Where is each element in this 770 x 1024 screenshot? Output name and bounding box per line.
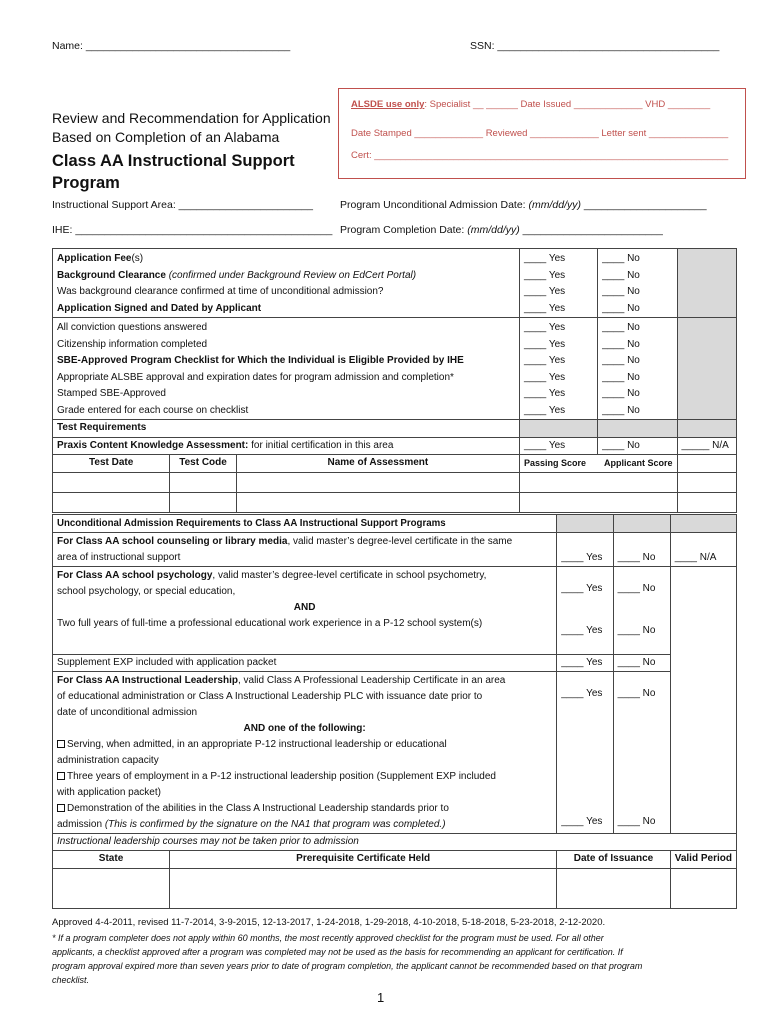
checklist-group-2 <box>53 318 737 420</box>
test-date-header: Test Date <box>53 455 170 473</box>
grade-entered-item: Grade entered for each course on checklist <box>57 404 249 416</box>
and-one-label: AND one of the following: <box>243 723 366 734</box>
leadership-requirement-line-3: date of unconditional admission <box>57 707 198 718</box>
psychology-requirement-line-2: school psychology, or special education, <box>57 586 236 597</box>
counseling-requirement: For Class AA school counseling or library media, valid master’s degree-level certificate in the same <box>57 536 513 547</box>
application-fee-item: Application Fee(s) <box>57 253 144 264</box>
completion-date-field[interactable] <box>340 224 663 236</box>
option-3-no[interactable]: ____ No <box>617 816 656 827</box>
test-requirements-row <box>53 420 737 438</box>
page-title <box>52 109 331 194</box>
alsde-line-2[interactable]: Date Stamped _____________ Reviewed _____________ Letter sent _______________ <box>351 128 729 139</box>
ihe-field[interactable]: IHE: ____________________________________________ <box>52 224 333 236</box>
leadership-requirement: For Class AA Instructional Leadership, valid Class A Professional Leadership Certificate in an area <box>57 675 506 686</box>
ssn-field[interactable]: SSN: ______________________________________ <box>470 40 720 52</box>
option-3-yes[interactable]: ____ Yes <box>561 816 603 827</box>
two-years-no[interactable]: ____ No <box>617 625 656 636</box>
counseling-requirement-line-2: area of instructional support <box>57 552 181 563</box>
test-entry-row[interactable] <box>53 493 737 513</box>
praxis-row <box>53 438 737 455</box>
admission-date-format: (mm/dd/yy) <box>528 199 582 211</box>
yes-blank[interactable]: ____ Yes <box>523 253 566 264</box>
completion-date-line[interactable]: ________________________ <box>519 224 663 236</box>
checkbox-icon[interactable] <box>57 804 65 812</box>
assessment-name-header: Name of Assessment <box>236 455 519 473</box>
counseling-row <box>53 533 737 567</box>
test-requirements-heading: Test Requirements <box>53 420 520 438</box>
passing-score-header: Passing Score <box>523 458 587 468</box>
no-blank[interactable]: ____ No <box>602 302 640 314</box>
requirements-heading: Unconditional Admission Requirements to Class AA Instructional Support Programs <box>53 515 557 533</box>
leadership-note-row <box>53 834 737 851</box>
praxis-yes[interactable]: ____ Yes <box>519 438 597 455</box>
supplement-row <box>53 655 737 672</box>
state-header: State <box>53 851 170 869</box>
no-blank[interactable]: ____ No <box>602 322 640 333</box>
completion-date-format: (mm/dd/yy) <box>467 224 520 236</box>
yes-blank[interactable]: ____ Yes <box>523 338 566 350</box>
leadership-option-3-line-2: admission (This is confirmed by the signature on the NA1 that program was completed.) <box>57 819 446 830</box>
footnote-line-2: applicants, a checklist approved after a program was completed may not be used as the basis for recommending an applicant for certification. If <box>52 947 623 957</box>
name-field[interactable]: Name: ___________________________________ <box>52 40 291 52</box>
alsde-line-1-fields[interactable]: : Specialist __ ______ Date Issued _____________ VHD ________ <box>424 99 711 110</box>
approval-dates: Approved 4-4-2011, revised 11-7-2014, 3-9-2015, 12-13-2017, 1-24-2018, 1-29-2018, 4-10-2018, 5-18-2018, 5-23-2018, 2-12-2020. <box>52 917 606 928</box>
stamped-sbe-item: Stamped SBE-Approved <box>57 388 166 399</box>
and-label: AND <box>293 602 316 613</box>
yes-blank[interactable]: ____ Yes <box>523 269 566 281</box>
yes-blank[interactable]: ____ Yes <box>523 355 566 366</box>
no-blank[interactable]: ____ No <box>602 269 640 281</box>
yes-blank[interactable]: ____ Yes <box>523 286 566 297</box>
yes-blank[interactable]: ____ Yes <box>523 388 566 399</box>
praxis-na[interactable]: _____ N/A <box>677 438 736 455</box>
leadership-note: Instructional leadership courses may not be taken prior to admission <box>53 834 737 851</box>
alsde-line-1 <box>351 99 710 110</box>
admission-date-field[interactable] <box>340 199 707 211</box>
yes-blank[interactable]: ____ Yes <box>523 371 566 383</box>
supplement-no[interactable]: ____ No <box>613 655 670 672</box>
title-line-3: Class AA Instructional Support <box>52 152 295 170</box>
title-line-1: Review and Recommendation for Application <box>52 110 331 126</box>
leadership-yes[interactable]: ____ Yes <box>561 688 603 699</box>
psychology-requirement: For Class AA school psychology, valid master’s degree-level certificate in school psychometry, <box>57 570 487 581</box>
yes-blank[interactable]: ____ Yes <box>523 404 566 416</box>
psychology-row <box>53 567 737 655</box>
passing-applicant-score-header <box>519 455 677 473</box>
citizenship-item: Citizenship information completed <box>57 338 208 350</box>
supplement-item: Supplement EXP included with application packet <box>53 655 557 672</box>
footnote-line-3: program approval expired more than seven years prior to date of program completion, the applicant cannot be recommended based on that program <box>52 961 643 971</box>
checkbox-icon[interactable] <box>57 772 65 780</box>
background-clearance-item: Background Clearance (confirmed under Background Review on EdCert Portal) <box>57 269 417 281</box>
alsde-use-only-box <box>338 88 746 179</box>
no-blank[interactable]: ____ No <box>602 404 640 416</box>
leadership-option-2-line-2: with application packet) <box>57 787 161 798</box>
admission-date-label: Program Unconditional Admission Date: <box>340 199 529 211</box>
title-line-4: Program <box>52 174 120 192</box>
background-confirmed-item: Was background clearance confirmed at time of unconditional admission? <box>57 286 384 297</box>
test-header-row <box>53 455 737 473</box>
psychology-yes[interactable]: ____ Yes <box>561 583 603 594</box>
two-years-yes[interactable]: ____ Yes <box>561 625 603 636</box>
leadership-no[interactable]: ____ No <box>617 688 656 699</box>
psychology-no[interactable]: ____ No <box>617 583 656 594</box>
certificate-header-row <box>53 851 737 869</box>
footnote-line-4: checklist. <box>52 975 90 985</box>
praxis-no[interactable]: ____ No <box>598 438 677 455</box>
completion-date-label: Program Completion Date: <box>340 224 468 236</box>
conviction-questions-item: All conviction questions answered <box>57 322 208 333</box>
applicant-score-header: Applicant Score <box>604 458 673 468</box>
no-blank[interactable]: ____ No <box>602 388 640 399</box>
valid-period-header: Valid Period <box>670 851 736 869</box>
no-blank[interactable]: ____ No <box>602 355 640 366</box>
prerequisite-header: Prerequisite Certificate Held <box>170 851 557 869</box>
title-line-2: Based on Completion of an Alabama <box>52 129 280 145</box>
leadership-option-1: Serving, when admitted, in an appropriate P-12 instructional leadership or educational <box>57 737 552 753</box>
checkbox-icon[interactable] <box>57 740 65 748</box>
footnote <box>52 931 732 987</box>
leadership-row <box>53 672 737 834</box>
yes-blank[interactable]: ____ Yes <box>523 322 566 333</box>
requirements-table <box>52 514 737 909</box>
test-code-header: Test Code <box>170 455 236 473</box>
page-number: 1 <box>377 990 385 1005</box>
two-years-experience: Two full years of full-time a professional educational work experience in a P-12 school system(s) <box>57 618 483 629</box>
no-blank[interactable]: ____ No <box>602 253 640 264</box>
counseling-yes[interactable]: ____ Yes <box>557 533 613 567</box>
alsde-use-only-label: ALSDE use only <box>351 99 425 110</box>
alsde-line-3[interactable]: Cert: ___________________________________________________________________ <box>351 150 729 161</box>
supplement-yes[interactable]: ____ Yes <box>557 655 613 672</box>
admission-date-line[interactable]: _____________________ <box>581 199 707 211</box>
support-area-field[interactable]: Instructional Support Area: _______________________ <box>52 199 313 211</box>
no-blank[interactable]: ____ No <box>602 338 640 350</box>
praxis-label: Praxis Content Knowledge Assessment: for initial certification in this area <box>53 438 520 455</box>
yes-blank[interactable]: ____ Yes <box>523 302 566 314</box>
issuance-header: Date of Issuance <box>557 851 670 869</box>
no-blank[interactable]: ____ No <box>602 371 640 383</box>
counseling-na[interactable]: ____ N/A <box>670 533 736 567</box>
leadership-option-3: Demonstration of the abilities in the Class A Instructional Leadership standards prior to <box>57 801 552 817</box>
application-signed-item: Application Signed and Dated by Applicant <box>57 302 262 314</box>
footnote-line-1: * If a program completer does not apply within 60 months, the most recently approved checklist for the program must be used. For all other <box>52 933 604 943</box>
no-blank[interactable]: ____ No <box>602 286 640 297</box>
certificate-entry-row[interactable] <box>53 869 737 909</box>
leadership-option-2: Three years of employment in a P-12 instructional leadership position (Supplement EXP included <box>57 769 552 785</box>
test-entry-row[interactable] <box>53 473 737 493</box>
checklist-table <box>52 248 737 513</box>
leadership-option-1-line-2: administration capacity <box>57 755 159 766</box>
checklist-group-1 <box>53 249 737 318</box>
leadership-requirement-line-2: of educational administration or Class A Instructional Leadership PLC with issuance date prior to <box>57 691 483 702</box>
alsbe-approval-item: Appropriate ALSBE approval and expiration dates for program admission and completion* <box>57 371 454 383</box>
sbe-checklist-item: SBE-Approved Program Checklist for Which the Individual is Eligible Provided by IHE <box>57 355 464 366</box>
counseling-no[interactable]: ____ No <box>613 533 670 567</box>
requirements-heading-row <box>53 515 737 533</box>
